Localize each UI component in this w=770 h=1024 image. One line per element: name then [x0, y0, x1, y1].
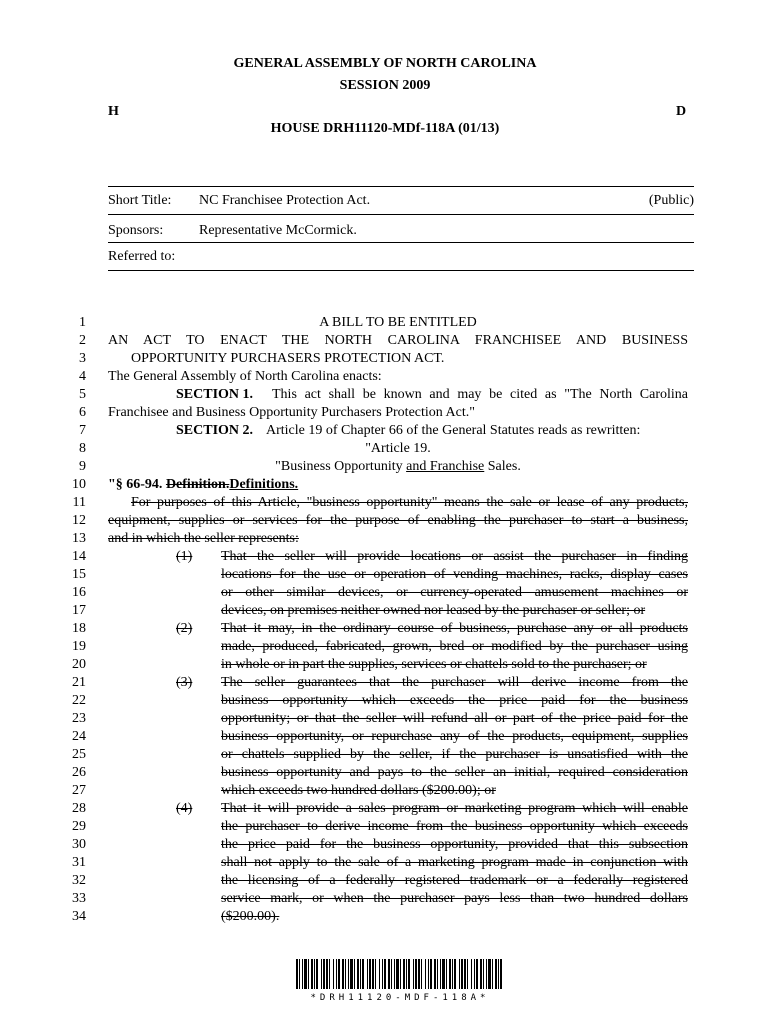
barcode-bar: [379, 959, 380, 989]
struck-text: locations for the use or operation of vending machines, racks, display cases: [221, 567, 688, 582]
barcode-bar: [329, 959, 330, 989]
bill-line-13: 13 and in which the seller represents:: [72, 531, 299, 546]
assembly-title: GENERAL ASSEMBLY OF NORTH CAROLINA: [233, 56, 537, 71]
bill-line-30: 30 the price paid for the business opportunity, provided that this subsection: [72, 837, 688, 852]
barcode-bar: [430, 959, 432, 989]
struck-text: which exceeds two hundred dollars ($200.00); or: [221, 783, 496, 798]
barcode-bar: [302, 959, 303, 989]
divider: [108, 270, 694, 271]
bill-line-16: 16 or other similar devices, or currency-operated amusement machines or: [72, 585, 688, 600]
draft-letter: D: [676, 104, 687, 119]
barcode-bar: [342, 959, 344, 989]
barcode-bar: [314, 959, 315, 989]
struck-text: and in which the seller represents:: [108, 531, 299, 546]
bill-line-4: 4 The General Assembly of North Carolina enacts:: [79, 369, 382, 384]
barcode-bar: [476, 959, 478, 989]
barcode-bar: [413, 959, 414, 989]
struck-text: opportunity; or that the seller will refund all or part of the price paid for the: [221, 711, 688, 726]
enacting-clause: The General Assembly of North Carolina enacts:: [108, 369, 382, 384]
barcode-bar: [382, 959, 383, 989]
barcode-bar: [428, 959, 429, 989]
barcode-bar: [350, 959, 353, 989]
bill-id: HOUSE DRH11120-MDf-118A (01/13): [270, 121, 500, 136]
barcode-bar: [304, 959, 307, 989]
section-2-text: Article 19 of Chapter 66 of the General Statutes reads as rewritten:: [266, 423, 641, 438]
section-1-text: Franchisee and Business Opportunity Purchasers Protection Act.": [108, 405, 475, 420]
struck-text: devices, on premises neither owned nor leased by the purchaser or seller; or: [221, 603, 646, 618]
house-letter: H: [108, 104, 119, 119]
item-number: (4): [176, 801, 193, 816]
bill-line-25: 25 or chattels supplied by the seller, if the purchaser is unsatisfied with the: [72, 747, 688, 762]
barcode-bar: [449, 959, 451, 989]
barcode-bar: [498, 959, 499, 989]
barcode-bar: [345, 959, 346, 989]
referred-label: Referred to:: [108, 249, 176, 264]
barcode-bar: [480, 959, 482, 989]
barcode-bar: [500, 959, 502, 989]
barcode-bar: [384, 959, 386, 989]
barcode-bar: [321, 959, 322, 989]
bill-line-15: 15 locations for the use or operation of vending machines, racks, display cases: [72, 567, 688, 582]
bill-line-20: 20 in whole or in part the supplies, services or chattels sold to the purchaser; or: [72, 657, 647, 672]
barcode-bar: [323, 959, 325, 989]
barcode-bar: [452, 959, 453, 989]
item-number: (2): [176, 621, 193, 636]
act-title-line: AN ACT TO ENACT THE NORTH CAROLINA FRANCHISEE AND BUSINESS: [108, 333, 688, 348]
barcode-bar: [486, 959, 487, 989]
barcode-bar: [461, 959, 463, 989]
bill-line-10: 10 "§ 66-94. Definition.Definitions.: [72, 477, 299, 492]
bill-line-9: 9 "Business Opportunity and Franchise Sales.: [0, 458, 770, 476]
sponsors-value: Representative McCormick.: [199, 223, 357, 238]
struck-text: business opportunity which exceeds the price paid for the business: [221, 693, 688, 708]
bill-line-26: 26 business opportunity and pays to the seller an initial, required consideration: [72, 765, 688, 780]
barcode-bar: [391, 959, 392, 989]
barcode-bar: [326, 959, 328, 989]
bill-heading: A BILL TO BE ENTITLED: [319, 315, 477, 330]
divider: [108, 186, 694, 187]
barcode-bar: [362, 959, 364, 989]
section-heading: "§ 66-94. Definition.Definitions.: [108, 477, 299, 492]
struck-text: the price paid for the business opportunity, provided that this subsection: [221, 837, 688, 852]
struck-text: service mark, or when the purchaser pays less than two hundred dollars: [221, 891, 688, 906]
barcode-bar: [467, 959, 468, 989]
barcode-bar: [492, 959, 493, 989]
barcode-bar: [442, 959, 445, 989]
bill-line-7: 7 SECTION 2. Article 19 of Chapter 66 of the General Statutes reads as rewritten:: [79, 423, 641, 438]
act-title-line: OPPORTUNITY PURCHASERS PROTECTION ACT.: [131, 351, 445, 366]
bill-line-19: 19 made, produced, fabricated, grown, bred or modified by the purchaser using: [72, 639, 688, 654]
bill-line-28: 28 (4) That it will provide a sales program or marketing program which will enable: [72, 801, 688, 816]
barcode-bar: [308, 959, 309, 989]
struck-text: the purchaser to derive income from the business opportunity which exceeds: [221, 819, 688, 834]
struck-text: ($200.00).: [221, 909, 280, 924]
public-marker: (Public): [648, 193, 694, 208]
bill-line-33: 33 service mark, or when the purchaser pays less than two hundred dollars: [72, 891, 688, 906]
barcode-bar: [394, 959, 395, 989]
barcode-bar: [454, 959, 456, 989]
barcode-bar: [336, 959, 337, 989]
barcode-bar: [375, 959, 376, 989]
barcode-bar: [464, 959, 466, 989]
barcode-bar: [296, 959, 298, 989]
bill-line-24: 24 business opportunity, or repurchase any of the products, equipment, supplies: [72, 729, 688, 744]
divider: [108, 242, 694, 243]
bill-line-18: 18 (2) That it may, in the ordinary course of business, purchase any or all products: [72, 621, 688, 636]
struck-text: The seller guarantees that the purchaser will derive income from the: [221, 675, 688, 690]
bill-line-6: 6 Franchisee and Business Opportunity Purchasers Protection Act.": [79, 405, 475, 420]
struck-text: business opportunity and pays to the seller an initial, required consideration: [221, 765, 688, 780]
bill-line-23: 23 opportunity; or that the seller will refund all or part of the price paid for the: [72, 711, 688, 726]
barcode-bar: [354, 959, 355, 989]
bill-line-12: 12 equipment, supplies or services for the purpose of enabling the purchaser to start a business,: [72, 513, 688, 528]
barcode-bar: [357, 959, 359, 989]
bill-line-5: 5 SECTION 1. This act shall be known and may be cited as "The North Carolina: [79, 387, 688, 402]
section-2-label: SECTION 2.: [176, 423, 254, 438]
barcode-bar: [372, 959, 374, 989]
barcode-bar: [459, 959, 460, 989]
item-number: (1): [176, 549, 193, 564]
struck-text: That it may, in the ordinary course of business, purchase any or all products: [221, 621, 688, 636]
struck-text: That it will provide a sales program or marketing program which will enable: [221, 801, 688, 816]
session-title: SESSION 2009: [339, 78, 431, 93]
barcode-bar: [483, 959, 484, 989]
barcode-bar: [488, 959, 491, 989]
barcode-bar: [403, 959, 405, 989]
struck-text: For purposes of this Article, "business opportunity" means the sale or lease of any products,: [131, 495, 688, 510]
article-heading: "Article 19.: [365, 441, 431, 456]
barcode-bar: [406, 959, 407, 989]
struck-text: or chattels supplied by the seller, if the purchaser is unsatisfied with the: [221, 747, 688, 762]
barcode-bar: [474, 959, 475, 989]
item-number: (3): [176, 675, 193, 690]
barcode-bar: [446, 959, 447, 989]
barcode-bar: [360, 959, 361, 989]
bill-line-17: 17 devices, on premises neither owned nor leased by the purchaser or seller; or: [72, 603, 646, 618]
barcode-bar: [316, 959, 318, 989]
struck-text: That the seller will provide locations or assist the purchaser in finding: [221, 549, 688, 564]
short-title-value: NC Franchisee Protection Act.: [199, 193, 371, 208]
bill-line-22: 22 business opportunity which exceeds the price paid for the business: [72, 693, 688, 708]
struck-text: shall not apply to the sale of a marketing program made in conjunction with: [221, 855, 688, 870]
barcode-bar: [299, 959, 300, 989]
barcode-bar: [495, 959, 497, 989]
bill-line-32: 32 the licensing of a federally registered trademark or a federally registered: [72, 873, 688, 888]
sponsors-label: Sponsors:: [108, 223, 164, 238]
bill-line-14: 14 (1) That the seller will provide locations or assist the purchaser in finding: [72, 549, 688, 564]
bill-line-29: 29 the purchaser to derive income from the business opportunity which exceeds: [72, 819, 688, 834]
barcode-bar: [388, 959, 390, 989]
struck-text: in whole or in part the supplies, services or chattels sold to the purchaser; or: [221, 657, 647, 672]
section-1-text: This act shall be known and may be cited as "The North Carolina: [272, 387, 688, 402]
divider: [108, 214, 694, 215]
barcode: [296, 959, 502, 989]
barcode-bar: [408, 959, 410, 989]
barcode-bar: [311, 959, 313, 989]
barcode-bar: [437, 959, 438, 989]
short-title-label: Short Title:: [108, 193, 172, 208]
section-1-label: SECTION 1.: [176, 387, 254, 402]
bill-line-2: 2 AN ACT TO ENACT THE NORTH CAROLINA FRANCHISEE AND BUSINESS: [79, 333, 688, 348]
barcode-bar: [338, 959, 340, 989]
article-title: "Business Opportunity and Franchise Sales.: [275, 459, 521, 474]
struck-text: the licensing of a federally registered trademark or a federally registered: [221, 873, 688, 888]
bill-line-31: 31 shall not apply to the sale of a marketing program made in conjunction with: [72, 855, 688, 870]
barcode-bar: [396, 959, 399, 989]
barcode-bar: [400, 959, 401, 989]
barcode-label: *DRH11120-MDF-118A*: [310, 993, 490, 1003]
barcode-bar: [418, 959, 420, 989]
bill-line-3: 3 OPPORTUNITY PURCHASERS PROTECTION ACT.: [79, 351, 445, 366]
bill-line-34: 34 ($200.00).: [72, 909, 280, 924]
barcode-bar: [333, 959, 334, 989]
barcode-bar: [369, 959, 371, 989]
barcode-bar: [367, 959, 368, 989]
bill-line-1: 1 A BILL TO BE ENTITLED: [0, 314, 770, 332]
bill-line-8: 8 "Article 19.: [0, 440, 770, 458]
bill-line-11: 11 For purposes of this Article, "business opportunity" means the sale or lease of any products,: [72, 495, 688, 510]
barcode-bar: [425, 959, 426, 989]
struck-text: made, produced, fabricated, grown, bred or modified by the purchaser using: [221, 639, 688, 654]
barcode-bar: [471, 959, 472, 989]
barcode-bar: [348, 959, 349, 989]
bill-line-21: 21 (3) The seller guarantees that the purchaser will derive income from the: [72, 675, 688, 690]
barcode-bar: [421, 959, 422, 989]
struck-text: equipment, supplies or services for the purpose of enabling the purchaser to start a business,: [108, 513, 688, 528]
barcode-bar: [440, 959, 441, 989]
bill-line-27: 27 which exceeds two hundred dollars ($200.00); or: [72, 783, 496, 798]
barcode-bar: [415, 959, 417, 989]
barcode-bar: [434, 959, 436, 989]
struck-text: or other similar devices, or currency-operated amusement machines or: [221, 585, 688, 600]
struck-text: business opportunity, or repurchase any of the products, equipment, supplies: [221, 729, 688, 744]
